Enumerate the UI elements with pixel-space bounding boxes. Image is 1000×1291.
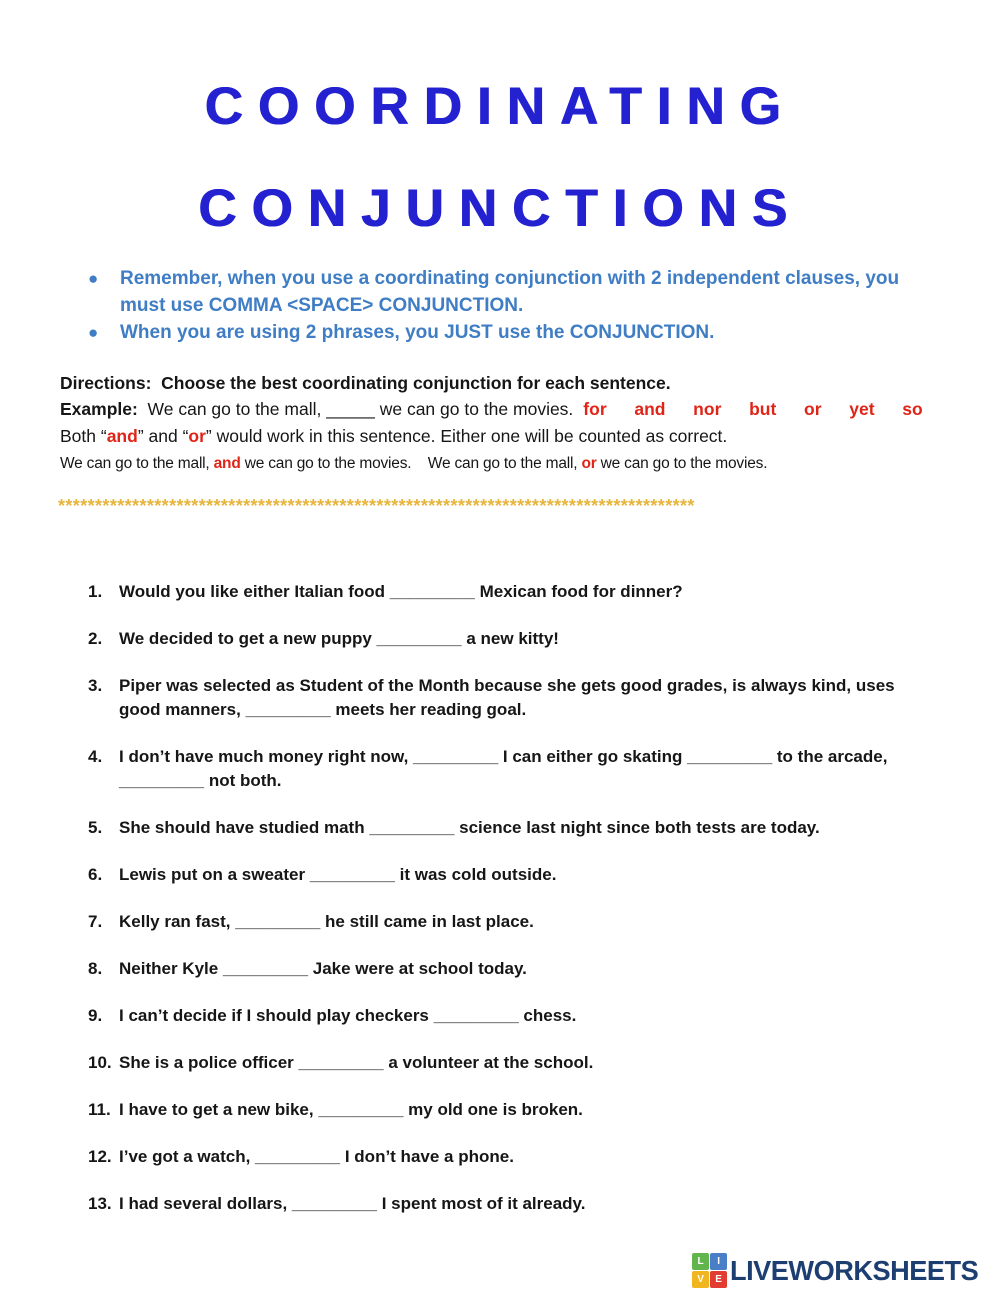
question-number: 5. xyxy=(88,818,103,837)
question-item xyxy=(88,910,938,934)
question-text: She should have studied math _________ science last night since both tests are today. xyxy=(119,818,820,837)
question-item xyxy=(88,1145,938,1169)
question-number: 4. xyxy=(88,747,103,766)
text-segment: We can go to the mall, xyxy=(60,455,214,472)
question-number: 13. xyxy=(88,1194,112,1213)
question-text: I have to get a new bike, _________ my old one is broken. xyxy=(119,1100,583,1119)
text-segment: Example: xyxy=(60,399,138,419)
note-text: When you are using 2 phrases, you JUST use the CONJUNCTION. xyxy=(120,322,715,343)
question-number: 10. xyxy=(88,1053,112,1072)
directions-heading: Directions: Choose the best coordinating conjunction for each sentence. xyxy=(60,373,671,393)
example-explanation xyxy=(60,423,938,450)
question-text: I don’t have much money right now, _________ I can either go skating _________ to the arcade, _________ not both. xyxy=(119,747,888,790)
page-title-line2: CONJUNCTIONS xyxy=(197,179,803,238)
note-item xyxy=(88,319,900,346)
question-number: 6. xyxy=(88,865,103,884)
reminder-notes-list xyxy=(88,265,905,346)
question-item xyxy=(88,957,938,981)
question-text: She is a police officer _________ a volunteer at the school. xyxy=(119,1053,594,1072)
example-row xyxy=(60,396,938,423)
text-segment: and xyxy=(106,426,138,446)
question-number: 11. xyxy=(88,1100,111,1119)
question-number: 9. xyxy=(88,1006,103,1025)
text-segment: and xyxy=(213,455,241,472)
question-item xyxy=(88,745,938,793)
note-text: Remember, when you use a coordinating conjunction with 2 independent clauses, you must use COMMA <SPACE> CONJUNCTION. xyxy=(120,268,905,316)
question-item xyxy=(88,1098,938,1122)
example-answers xyxy=(60,450,938,477)
text-segment: or xyxy=(188,426,206,446)
question-item xyxy=(88,674,938,722)
question-item xyxy=(88,1192,938,1216)
question-text: Kelly ran fast, _________ he still came in last place. xyxy=(119,912,534,931)
question-item xyxy=(88,580,938,604)
logo-letter-square: V xyxy=(692,1271,709,1288)
question-item xyxy=(88,1051,938,1075)
text-segment: ” would work in this sentence. Either one will be counted as correct. xyxy=(205,426,728,446)
question-text: I’ve got a watch, _________ I don’t have a phone. xyxy=(119,1147,514,1166)
liveworksheets-logo-icon xyxy=(692,1253,727,1288)
bullet-icon: ● xyxy=(88,269,99,288)
asterisk-divider: ************************************************************************************** xyxy=(58,496,695,516)
question-text: We decided to get a new puppy _________ a new kitty! xyxy=(119,629,559,648)
text-segment: Both “ xyxy=(60,426,107,446)
question-text: Lewis put on a sweater _________ it was cold outside. xyxy=(119,865,557,884)
question-number: 7. xyxy=(88,912,103,931)
text-segment: we can go to the movies. We can go to the mall, xyxy=(240,455,582,472)
page-title-line1: COORDINATING xyxy=(204,77,796,136)
note-item xyxy=(88,265,905,319)
bullet-icon: ● xyxy=(88,323,99,342)
question-number: 3. xyxy=(88,676,103,695)
question-number: 12. xyxy=(88,1147,112,1166)
text-segment: we can go to the movies. xyxy=(596,455,768,472)
question-list xyxy=(88,580,938,1239)
question-number: 2. xyxy=(88,629,103,648)
question-text: Neither Kyle _________ Jake were at school today. xyxy=(119,959,527,978)
text-segment: We can go to the mall, _____ we can go to the movies. xyxy=(137,399,574,419)
question-item xyxy=(88,1004,938,1028)
directions-block xyxy=(60,370,938,477)
question-number: 1. xyxy=(88,582,103,601)
question-text: I can’t decide if I should play checkers _________ chess. xyxy=(119,1006,577,1025)
example-sentence xyxy=(60,396,573,423)
conjunction-word-bank: for and nor but or yet so xyxy=(583,399,923,419)
logo-letter-square: L xyxy=(692,1253,709,1270)
question-item xyxy=(88,627,938,651)
question-text: Piper was selected as Student of the Month because she gets good grades, is always kind, uses good manners, _________ meets her reading goal. xyxy=(119,676,895,719)
question-number: 8. xyxy=(88,959,103,978)
text-segment: or xyxy=(581,455,597,472)
liveworksheets-footer xyxy=(692,1253,986,1288)
question-item xyxy=(88,816,938,840)
text-segment: ” and “ xyxy=(137,426,189,446)
question-text: I had several dollars, _________ I spent most of it already. xyxy=(119,1194,586,1213)
question-text: Would you like either Italian food _________ Mexican food for dinner? xyxy=(119,582,683,601)
liveworksheets-brand-text: LIVEWORKSHEETS xyxy=(730,1254,979,1286)
question-item xyxy=(88,863,938,887)
logo-letter-square: I xyxy=(710,1253,727,1270)
logo-letter-square: E xyxy=(710,1271,727,1288)
